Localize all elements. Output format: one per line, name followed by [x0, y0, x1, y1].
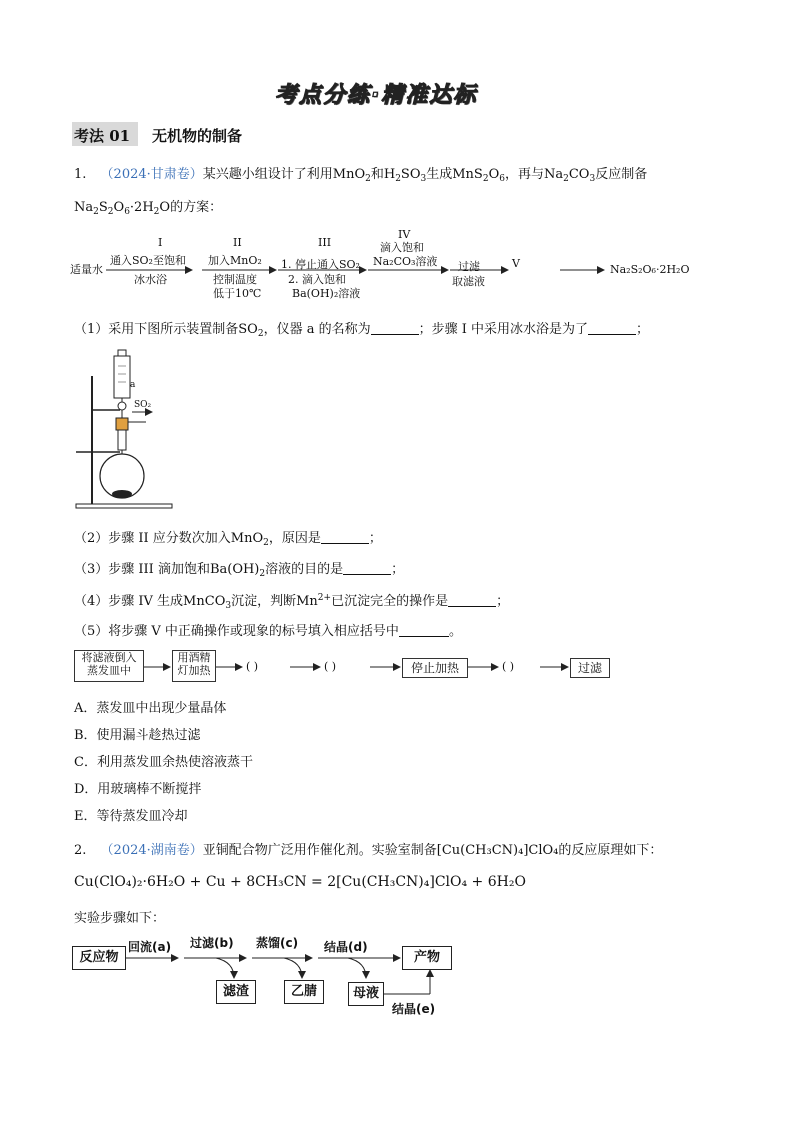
q2-equation: Cu(ClO₄)₂·6H₂O + Cu + 8CH₃CN = 2[Cu(CH₃CN)₄]ClO₄ + 6H₂O [74, 874, 526, 890]
flow-step4-label-a: 滴入饱和 [380, 241, 424, 254]
flow-step1-label-b: 冰水浴 [134, 273, 167, 286]
option-d: D．用玻璃棒不断搅拌 [74, 782, 202, 797]
q2-box-reactant: 反应物 [72, 946, 126, 970]
op-filter: 过滤 [570, 658, 610, 678]
flow-end-product: Na₂S₂O₆·2H₂O [610, 263, 690, 276]
answer-blank[interactable] [448, 594, 496, 607]
q2-label-crystal-e: 结晶(e) [392, 1002, 436, 1016]
q2-label-distill: 蒸馏(c) [256, 936, 299, 950]
flow-step2-label-a: 加入MnO₂ [208, 254, 262, 267]
q2-label-crystal: 结晶(d) [324, 940, 368, 954]
answer-blank[interactable] [399, 624, 449, 637]
flow-step4-label-b: Na₂CO₃溶液 [373, 255, 438, 268]
q2-flow-diagram [72, 932, 462, 1016]
apparatus-drawing [74, 344, 174, 512]
q2-box-acetonitrile: 乙腈 [284, 980, 324, 1004]
q2-steps-label: 实验步骤如下： [74, 911, 166, 926]
flow-step5-number: V [512, 257, 520, 270]
flow-start: 适量水 [70, 263, 103, 276]
apparatus-figure [74, 344, 174, 512]
flow-step1-label-a: 通入SO₂至饱和 [110, 254, 186, 267]
q2-label-reflux: 回流(a) [128, 940, 172, 954]
flow-step4-number: IV [398, 228, 411, 241]
q2-box-product: 产物 [402, 946, 452, 970]
q2-source: （2024·湖南卷） [100, 843, 203, 858]
option-b: B．使用漏斗趁热过滤 [74, 728, 201, 743]
option-a: A．蒸发皿中出现少量晶体 [74, 701, 227, 716]
q1-stem: 1. （2024·甘肃卷）某兴趣小组设计了利用MnO$_2$和$H_2SO_3$生成$MnS_2O_6$，再与$Na_2CO_3$反应制备 [74, 167, 648, 184]
flow-step4-filter: 过滤 [458, 260, 480, 273]
flow-step2-label-c: 低于10℃ [213, 287, 262, 300]
q1-sub3: （3）步骤 III 滴加饱和$Ba(OH)_2$溶液的目的是 ； [74, 562, 405, 579]
op-paren-2[interactable]: ( ) [324, 660, 337, 673]
op-stop-heating: 停止加热 [402, 658, 468, 678]
q1-stem-line2: $Na_2S_2O_6\cdot 2H_2O$的方案： [74, 200, 223, 217]
q2-stem: 2. （2024·湖南卷）亚铜配合物广泛用作催化剂。实验室制备[Cu(CH₃CN)₄]ClO₄的反应原理如下： [74, 843, 663, 858]
q2-number: 2. [74, 843, 87, 858]
q1-flow-diagram [70, 228, 730, 308]
flow-step3-label-b: 2. 滴入饱和 [288, 273, 346, 286]
flow-step3-label-c: Ba(OH)₂溶液 [292, 287, 361, 300]
q2-box-mother-liquor: 母液 [348, 982, 384, 1006]
q2-box-residue: 滤渣 [216, 980, 256, 1004]
op-heat-lamp: 用酒精 灯加热 [172, 650, 216, 682]
step5-operations-flow [74, 650, 614, 686]
q1-source: （2024·甘肃卷） [100, 167, 203, 182]
flow-step3-label-a: 1. 停止通入SO₂ [281, 258, 360, 271]
option-e: E．等待蒸发皿冷却 [74, 809, 188, 824]
flow-step2-number: II [233, 236, 242, 249]
op-paren-1[interactable]: ( ) [246, 660, 259, 673]
section-title: 无机物的制备 [152, 127, 243, 145]
q1-sub1: （1）采用下图所示装置制备$SO_2$，仪器 a 的名称为 ；步骤 I 中采用冰水浴是为了 ； [74, 322, 650, 339]
flow-step2-label-b: 控制温度 [213, 273, 257, 286]
q1-sub2: （2）步骤 II 应分数次加入MnO$_2$，原因是 ； [74, 531, 382, 548]
op-paren-3[interactable]: ( ) [502, 660, 515, 673]
q1-sub5: （5）将步骤 V 中正确操作或现象的标号填入相应括号中 。 [74, 624, 462, 639]
section-tag: 考法 01 [74, 127, 131, 145]
answer-blank[interactable] [371, 322, 419, 335]
page-banner: 考点分练·精准达标 [275, 83, 478, 108]
answer-blank[interactable] [321, 531, 369, 544]
q2-label-filter: 过滤(b) [190, 936, 234, 950]
answer-blank[interactable] [343, 562, 391, 575]
flow-step1-number: I [158, 236, 163, 249]
q1-number: 1. [74, 167, 87, 182]
apparatus-label-a: a [130, 380, 136, 390]
flow-step4-take-filtrate: 取滤液 [452, 275, 485, 288]
step5-arrows [74, 650, 614, 686]
op-pour-filtrate: 将滤液倒入 蒸发皿中 [74, 650, 144, 682]
apparatus-label-so2: SO₂ [134, 400, 152, 410]
flow-step3-number: III [318, 236, 332, 249]
option-c: C．利用蒸发皿余热使溶液蒸干 [74, 755, 253, 770]
section-header [72, 122, 722, 146]
q1-sub4: （4）步骤 IV 生成MnCO$_3$沉淀，判断$Mn^{2+}$已沉淀完全的操作是 ； [74, 593, 510, 611]
answer-blank[interactable] [588, 322, 636, 335]
